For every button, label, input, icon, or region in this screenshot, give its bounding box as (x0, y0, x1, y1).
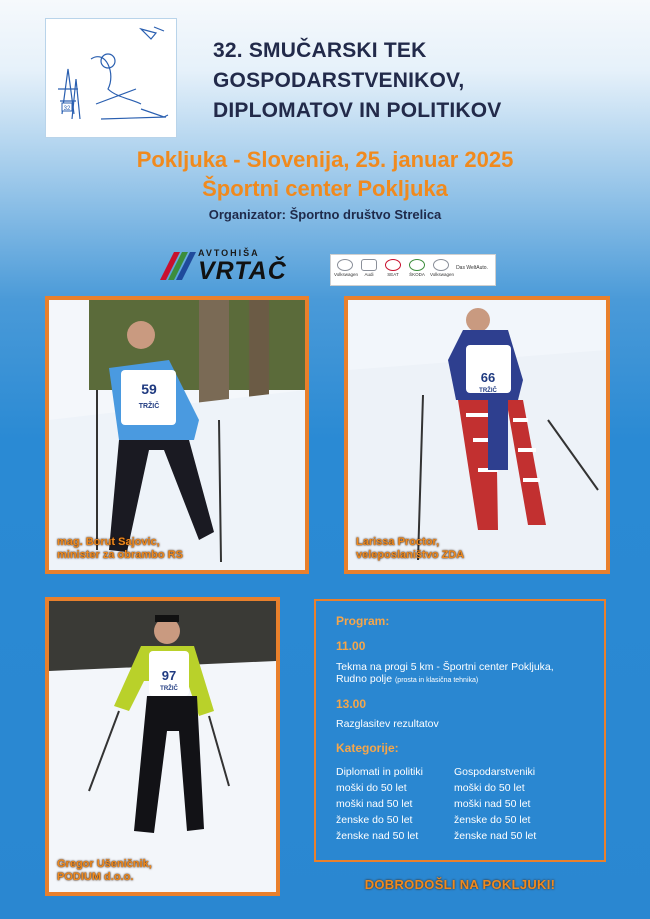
categories-heading: Kategorije: (336, 741, 399, 755)
brand-volkswagen: Volkswagen (334, 259, 356, 277)
event-venue: Športni center Pokljuka (202, 176, 448, 201)
brand-seat: SEAT (382, 259, 404, 277)
photo-caption: mag. Borut Sajovic, minister za obrambo RS (57, 536, 183, 561)
bib-number: 66 (480, 370, 496, 385)
event-organizer: Organizator: Športno društvo Strelica (208, 207, 442, 222)
bib-text: TRŽIČ (138, 403, 160, 410)
photo-skier-3 (45, 597, 280, 896)
vrtac-stripes-icon (158, 248, 198, 282)
bib-text: TRŽIČ (160, 686, 178, 692)
program-time-1: 11.00 (336, 639, 366, 653)
program-item-1: Tekma na progi 5 km - Športni center Pokljuka, Rudno polje (prosta in klasična tehnika) (336, 661, 554, 685)
bib-number: 59 (141, 381, 157, 397)
program-heading: Program: (336, 614, 390, 628)
photo-skier-1 (45, 296, 309, 574)
photo-skier-2 (344, 296, 610, 574)
photo-caption: Larissa Proctor, veleposlaništvo ZDA (356, 536, 465, 561)
title-line-2: GOSPODARSTVENIKOV, (213, 69, 465, 92)
brand-das-weltauto: Das WeltAuto. (456, 265, 488, 271)
program-item-2: Razglasitev rezultatov (336, 718, 439, 730)
category-column-business: Gospodarstveniki moški do 50 let moški nad 50 let ženske do 50 let ženske nad 50 let (454, 766, 537, 842)
brand-volkswagen-2: Volkswagen (430, 259, 452, 277)
sponsor-vrtac-logo (158, 248, 318, 288)
brand-skoda: ŠKODA (406, 259, 428, 277)
bib-text: TRŽIČ (479, 388, 497, 394)
bib-number: 97 (161, 668, 177, 683)
program-time-2: 13.00 (336, 697, 367, 711)
brand-audi: Audi (358, 259, 380, 277)
welcome-message: DOBRODOŠLI NA POKLJUKI! (364, 877, 556, 892)
event-logo (45, 18, 177, 138)
sponsor-name: VRTAČ (198, 257, 287, 285)
event-location-date: Pokljuka - Slovenija, 25. januar 2025 (136, 147, 514, 172)
sponsor-brands-strip (330, 254, 496, 286)
event-title (213, 36, 502, 126)
category-column-diplomats: Diplomati in politiki moški do 50 let moški nad 50 let ženske do 50 let ženske nad 50 let (336, 766, 423, 842)
photo-caption: Gregor Ušeničnik, PODIUM d.o.o. (57, 858, 152, 883)
sponsor-tagline: AVTOHIŠA (198, 248, 260, 258)
program-box (314, 599, 606, 862)
title-line-1: 32. SMUČARSKI TEK (213, 39, 427, 62)
title-line-3: DIPLOMATOV IN POLITIKOV (213, 99, 502, 122)
logo-number: 32 (63, 106, 71, 112)
